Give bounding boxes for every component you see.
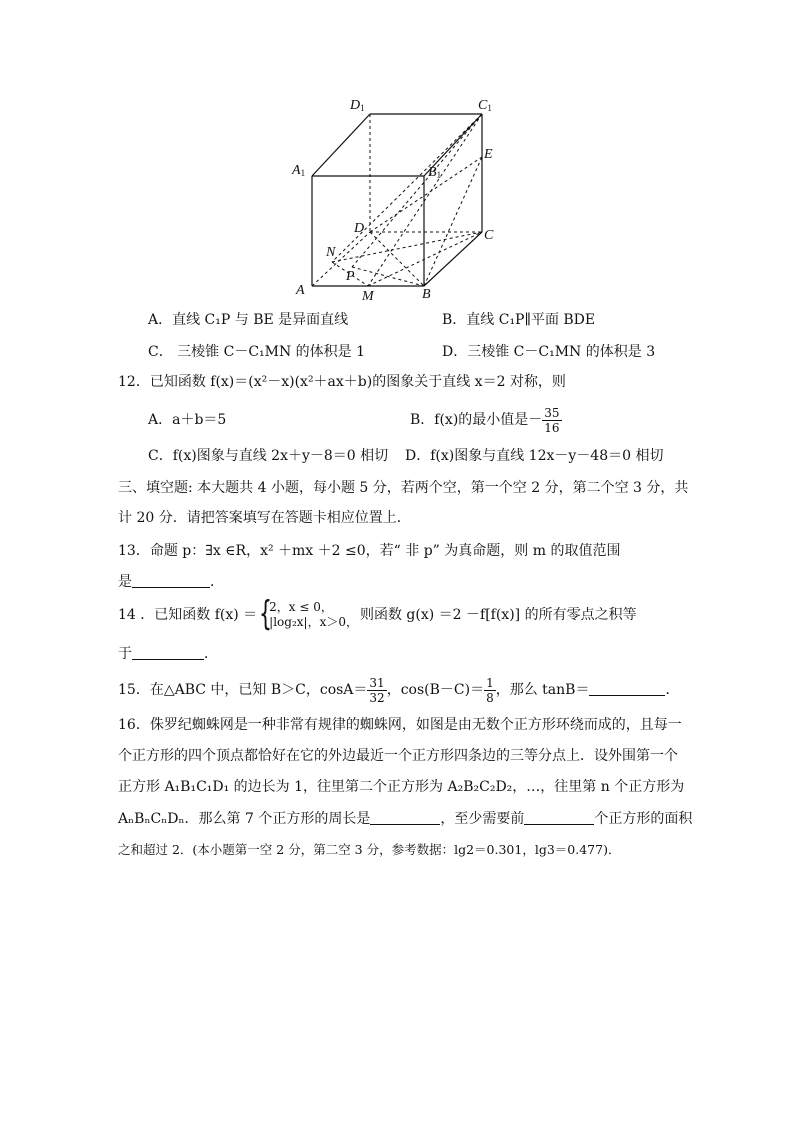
q11-option-b: B．直线 C₁P∥平面 BDE — [442, 312, 596, 328]
q12-stem: 12．已知函数 f(x)＝(x²－x)(x²＋ax＋b)的图象关于直线 x＝2 对称，则 — [118, 374, 566, 390]
seg-DE — [370, 157, 482, 232]
q15-denominator-2: 8 — [486, 690, 494, 705]
label-D: D — [354, 221, 365, 236]
q12-option-b-text: B．f(x)的最小值是－ — [410, 412, 543, 428]
label-C1: $C_1$ — [478, 98, 492, 113]
seg-C1M — [368, 114, 482, 286]
edge-AD — [312, 232, 370, 286]
edge-BC — [424, 232, 482, 286]
q15-numerator-1: 31 — [369, 675, 385, 690]
q16-line4 — [118, 809, 692, 829]
label-N: N — [326, 245, 336, 260]
seg-NC — [332, 232, 482, 262]
q16-line5: 之和超过 2．(本小题第一空 2 分，第二空 3 分，参考数据：lg2＝0.301，lg3＝0.477)． — [118, 842, 621, 857]
q14-prefix: 14 ．已知函数 f(x) ＝ — [118, 607, 258, 623]
q12-b-denominator: 16 — [544, 420, 560, 435]
q14-suffix: 则函数 g(x) ＝2 －f[f(x)] 的所有零点之积等 — [359, 607, 637, 623]
q12-option-d: D．f(x)图象与直线 12x－y－48＝0 相切 — [405, 448, 664, 464]
seg-MC — [368, 232, 482, 286]
q14-line2 — [118, 644, 218, 664]
q11-option-a: A．直线 C₁P 与 BE 是异面直线 — [148, 312, 349, 328]
q12-option-a: A．a＋b＝5 — [148, 412, 227, 428]
label-P: P — [346, 269, 355, 284]
seg-PB — [352, 267, 424, 286]
seg-C1P — [352, 114, 482, 267]
q13-prefix: 是 — [118, 574, 132, 590]
q14-brace: { — [259, 594, 273, 634]
section3-heading-line2: 计 20 分．请把答案填写在答题卡相应位置上． — [118, 510, 411, 526]
diag-DB — [370, 232, 424, 286]
q11-option-c: C． 三棱锥 C－C₁MN 的体积是 1 — [148, 344, 366, 360]
q14-line2-suffix: ． — [204, 646, 218, 662]
q16-line2: 个正方形的四个顶点都恰好在它的外边最近一个正方形四条边的三等分点上．设外围第一个 — [118, 748, 678, 764]
q16-line4-a: AₙBₙCₙDₙ．那么第 7 个正方形的周长是 — [118, 811, 371, 827]
q15-fraction-1 — [367, 676, 386, 705]
q14-piecewise — [259, 594, 358, 634]
q12-option-b — [410, 402, 562, 438]
label-B: B — [422, 287, 431, 302]
q13-line1: 13．命题 p：∃x ∈R，x² ＋mx ＋2 ≤0，若“ 非 p” 为真命题，则 m 的取值范围 — [118, 543, 621, 559]
seg-C1N — [332, 114, 482, 262]
label-B1: $B_1$ — [428, 165, 442, 180]
q13-answer-blank — [132, 573, 210, 588]
q16-line1: 16．侏罗纪蜘蛛网是一种非常有规律的蜘蛛网，如图是由无数个正方形环绕而成的，且每一 — [118, 717, 682, 733]
label-E: E — [484, 147, 493, 162]
q12-option-c: C．f(x)图象与直线 2x＋y－8＝0 相切 — [148, 448, 389, 464]
q15-mid: ，cos(B－C)＝ — [386, 682, 485, 698]
label-A: A — [296, 283, 305, 298]
q12-b-numerator: 35 — [544, 405, 560, 420]
q13-line2 — [118, 572, 224, 592]
q16-answer-blank-1 — [370, 810, 440, 825]
q13-suffix: ． — [210, 574, 224, 590]
q15-answer-blank — [589, 681, 665, 696]
edge-A1D1 — [312, 114, 370, 176]
label-A1: $A_1$ — [292, 163, 306, 178]
q14-answer-blank — [132, 645, 204, 660]
q15-denominator-1: 32 — [369, 690, 385, 705]
q14-line2-prefix: 于 — [118, 646, 132, 662]
q15-line — [118, 672, 679, 708]
q12-b-fraction — [542, 406, 561, 435]
q14-line1 — [118, 594, 637, 634]
q15-end: ． — [665, 682, 680, 698]
section3-heading-line1: 三、填空题: 本大题共 4 小题，每小题 5 分，若两个空，第一个空 2 分，第二个空 3 分，共 — [118, 480, 689, 496]
q15-fraction-2 — [484, 676, 496, 705]
q15-prefix: 15．在△ABC 中，已知 B＞C，cosA＝ — [118, 682, 368, 698]
q16-line4-c: 个正方形的面积 — [594, 811, 693, 827]
q15-numerator-2: 1 — [486, 675, 494, 690]
label-M: M — [362, 289, 374, 304]
q16-line4-b: ，至少需要前 — [440, 811, 525, 827]
q11-option-d: D．三棱锥 C－C₁MN 的体积是 3 — [442, 344, 656, 360]
q16-line3: 正方形 A₁B₁C₁D₁ 的边长为 1，往里第二个正方形为 A₂B₂C₂D₂，…，往里第 n 个正方形为 — [118, 779, 685, 795]
q14-case1: 2，x ≤ 0， — [269, 600, 333, 614]
label-D1: $D_1$ — [350, 98, 365, 113]
label-C: C — [484, 228, 494, 243]
cube-diagram — [282, 92, 512, 308]
q14-case2: |log₂x|，x＞0， — [269, 615, 358, 629]
q16-answer-blank-2 — [524, 810, 594, 825]
cube-figure — [282, 92, 512, 308]
q15-suffix: ，那么 tanB＝ — [495, 682, 590, 698]
